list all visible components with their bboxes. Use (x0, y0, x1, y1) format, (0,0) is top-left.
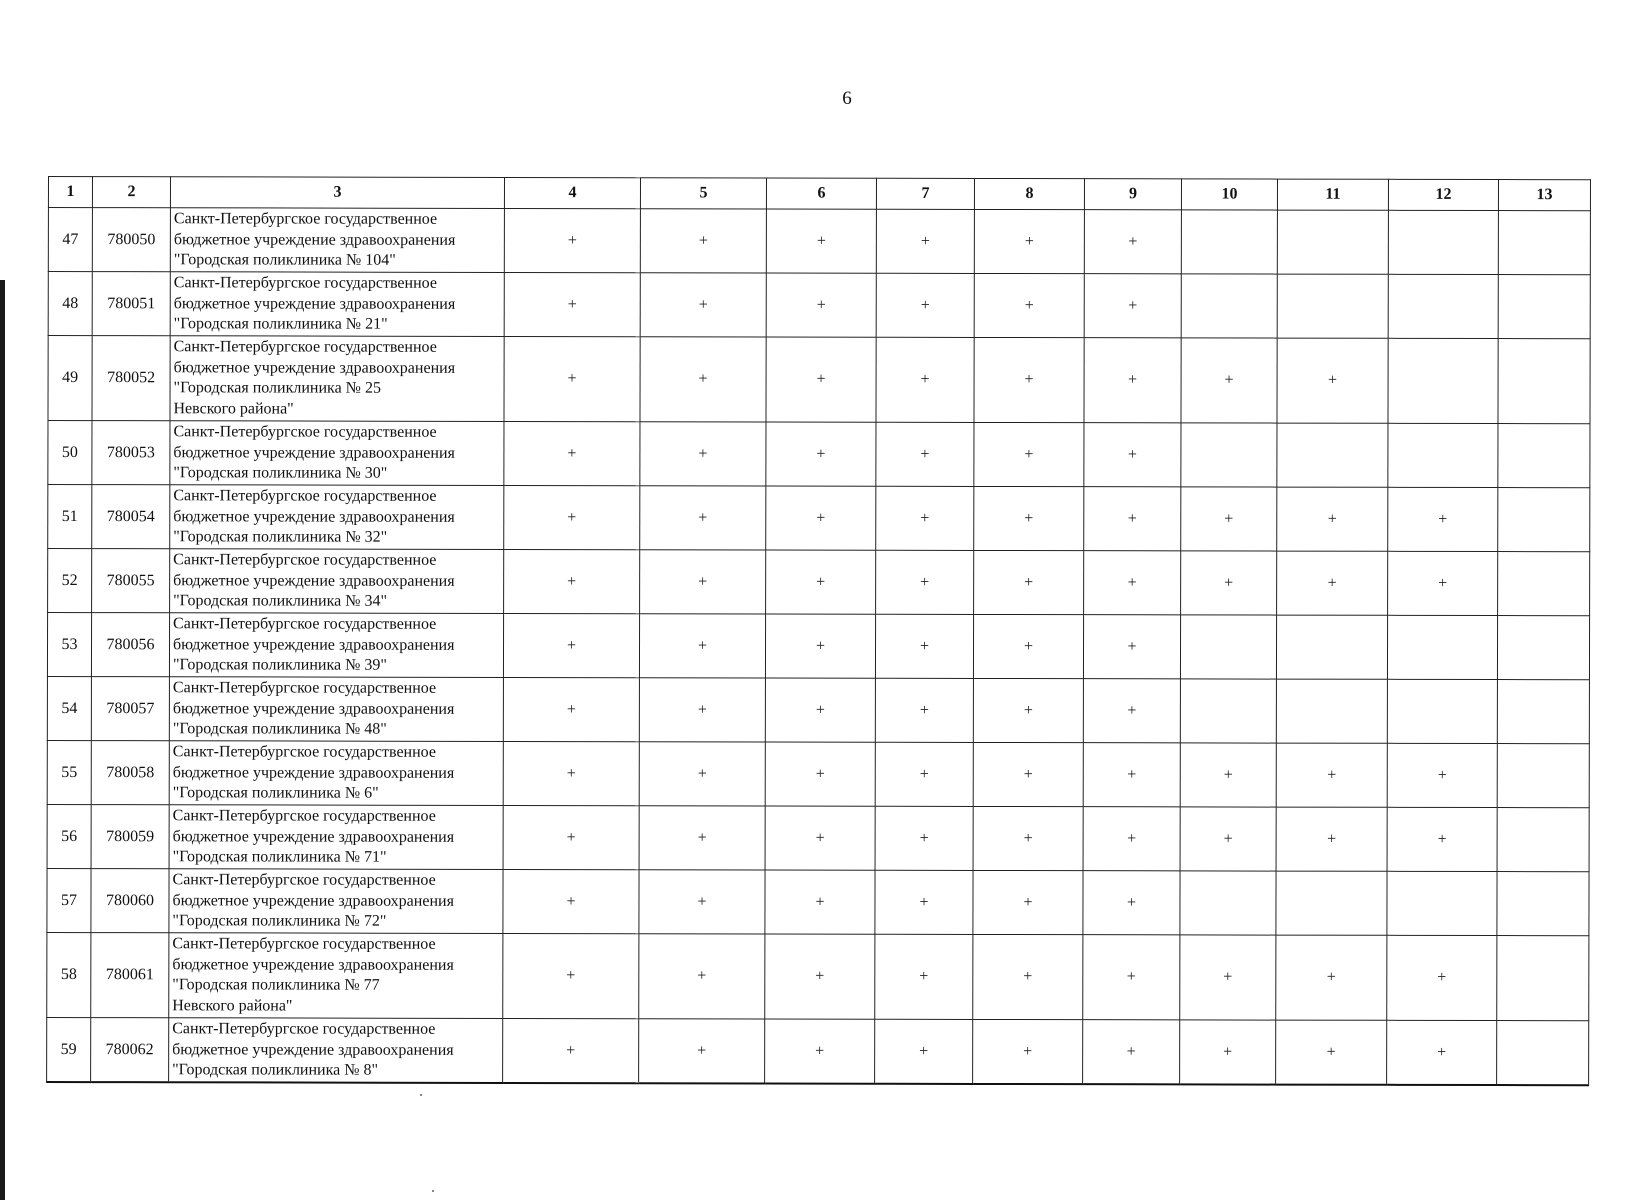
mark-cell-col-5: + (639, 806, 765, 870)
mark-cell-col-8: + (973, 1019, 1083, 1084)
organization-name-line: бюджетное учреждение здравоохранения (172, 763, 455, 782)
table-row (47, 676, 1589, 743)
mark-cell-col-7: + (876, 273, 974, 337)
column-header-1: 1 (48, 177, 92, 208)
organization-name-line: Невского района" (173, 399, 294, 418)
row-number: 47 (48, 208, 92, 272)
mark-cell-col-5: + (640, 273, 766, 337)
mark-cell-col-11: + (1276, 1020, 1387, 1085)
column-header-11: 11 (1277, 179, 1388, 210)
mark-cell-col-6: + (765, 934, 875, 1019)
table-row (48, 272, 1590, 339)
mark-cell-col-8: + (973, 678, 1083, 742)
mark-cell-col-11: + (1276, 743, 1387, 807)
mark-cell-col-8: + (973, 806, 1083, 870)
column-header-2: 2 (92, 177, 170, 208)
registry-code: 780053 (92, 421, 170, 485)
organization-name-line: бюджетное учреждение здравоохранения (173, 294, 456, 313)
mark-cell-col-5: + (640, 486, 766, 550)
mark-cell-col-13 (1497, 1021, 1589, 1086)
organization-name (170, 336, 504, 422)
mark-cell-col-13 (1497, 936, 1589, 1021)
organization-name-line: Санкт-Петербургское государственное (173, 615, 437, 633)
column-header-12: 12 (1388, 179, 1498, 210)
mark-cell-col-13 (1498, 211, 1590, 275)
row-number: 53 (47, 613, 91, 677)
mark-cell-col-5: + (639, 678, 765, 742)
mark-cell-col-7: + (875, 934, 973, 1019)
organization-name-line: "Городская поликлиника № 25 (173, 379, 381, 397)
registry-code: 780058 (91, 741, 169, 805)
organization-name-line: бюджетное учреждение здравоохранения (172, 1040, 454, 1059)
mark-cell-col-7: + (876, 337, 974, 422)
organization-name-line: бюджетное учреждение здравоохранения (173, 635, 455, 654)
mark-cell-col-6: + (765, 614, 875, 678)
mark-cell-col-10 (1181, 423, 1277, 487)
mark-cell-col-5: + (640, 209, 766, 273)
mark-cell-col-10 (1180, 615, 1276, 679)
mark-cell-col-4: + (504, 485, 640, 549)
mark-cell-col-5: + (639, 614, 765, 678)
mark-cell-col-11: + (1276, 935, 1387, 1020)
mark-cell-col-6: + (765, 870, 875, 934)
organization-name-line: бюджетное учреждение здравоохранения (172, 699, 455, 718)
row-number: 48 (48, 272, 92, 336)
mark-cell-col-4: + (504, 208, 640, 272)
organization-name-line: бюджетное учреждение здравоохранения (172, 955, 454, 974)
row-number: 49 (48, 336, 92, 421)
column-header-13: 13 (1498, 180, 1590, 211)
organization-name-line: Санкт-Петербургское государственное (173, 210, 438, 228)
mark-cell-col-6: + (766, 422, 876, 486)
mark-cell-col-12: + (1387, 807, 1497, 871)
organization-name-line: Санкт-Петербургское государственное (173, 487, 437, 505)
organization-name-line: бюджетное учреждение здравоохранения (173, 443, 455, 462)
mark-cell-col-9: + (1084, 551, 1181, 615)
mark-cell-col-6: + (765, 1019, 875, 1084)
mark-cell-col-10: + (1180, 1020, 1276, 1085)
mark-cell-col-10: + (1180, 807, 1276, 871)
organization-name (169, 613, 503, 678)
mark-cell-col-8: + (973, 934, 1083, 1019)
organization-name (170, 485, 504, 550)
mark-cell-col-10: + (1181, 551, 1277, 615)
mark-cell-col-13 (1497, 808, 1589, 872)
mark-cell-col-12: + (1387, 743, 1497, 807)
mark-cell-col-11 (1277, 210, 1388, 274)
row-number: 59 (47, 1017, 91, 1082)
column-header-3: 3 (170, 177, 504, 209)
organization-name-line: Санкт-Петербургское государственное (172, 679, 437, 697)
mark-cell-col-6: + (766, 337, 876, 422)
row-number: 55 (47, 740, 91, 804)
column-header-9: 9 (1084, 179, 1181, 210)
mark-cell-col-9: + (1083, 935, 1180, 1020)
mark-cell-col-12 (1388, 423, 1498, 487)
scan-edge-shadow (0, 280, 5, 1200)
mark-cell-col-7: + (875, 1019, 973, 1084)
organization-name-line: "Городская поликлиника № 34" (173, 592, 388, 610)
mark-cell-col-6: + (766, 273, 876, 337)
mark-cell-col-9: + (1083, 1020, 1180, 1085)
mark-cell-col-7: + (875, 614, 973, 678)
mark-cell-col-12: + (1387, 1020, 1497, 1085)
row-number: 50 (48, 421, 92, 485)
mark-cell-col-6: + (766, 486, 876, 550)
mark-cell-col-12: + (1387, 935, 1497, 1020)
mark-cell-col-8: + (974, 209, 1084, 273)
organization-name-line: "Городская поликлиника № 21" (173, 315, 388, 333)
organization-name (169, 1018, 503, 1083)
mark-cell-col-9: + (1083, 807, 1180, 871)
mark-cell-col-11: + (1277, 338, 1388, 423)
organization-name-line: "Городская поликлиника № 104" (173, 251, 396, 269)
mark-cell-col-4: + (504, 549, 640, 613)
mark-cell-col-7: + (876, 209, 974, 273)
registry-code: 780052 (92, 336, 170, 421)
table-row (47, 740, 1589, 807)
mark-cell-col-13 (1497, 616, 1589, 680)
table-row (47, 804, 1589, 871)
mark-cell-col-4: + (503, 677, 639, 741)
mark-cell-col-7: + (875, 806, 973, 870)
column-header-8: 8 (974, 178, 1084, 209)
mark-cell-col-5: + (640, 337, 766, 422)
organization-name-line: бюджетное учреждение здравоохранения (173, 571, 455, 590)
table-row (48, 336, 1590, 424)
mark-cell-col-13 (1498, 488, 1590, 552)
mark-cell-col-13 (1498, 552, 1590, 616)
mark-cell-col-8: + (974, 422, 1084, 486)
organization-name-line: бюджетное учреждение здравоохранения (172, 827, 455, 846)
registry-code: 780060 (91, 869, 169, 933)
column-header-7: 7 (876, 178, 974, 209)
registry-code: 780059 (91, 805, 169, 869)
mark-cell-col-4: + (503, 933, 639, 1018)
mark-cell-col-6: + (765, 678, 875, 742)
table-row (48, 421, 1590, 488)
registry-code: 780061 (91, 933, 169, 1018)
mark-cell-col-8: + (973, 870, 1083, 934)
row-number: 56 (47, 804, 91, 868)
organization-name (170, 272, 504, 337)
mark-cell-col-9: + (1083, 871, 1180, 935)
row-number: 54 (47, 676, 91, 740)
mark-cell-col-4: + (503, 1018, 639, 1083)
mark-cell-col-8: + (974, 273, 1084, 337)
mark-cell-col-4: + (503, 613, 639, 677)
mark-cell-col-4: + (504, 272, 640, 336)
mark-cell-col-9: + (1083, 679, 1180, 743)
mark-cell-col-7: + (876, 422, 974, 486)
organization-name (169, 677, 503, 742)
table-row (48, 549, 1590, 616)
mark-cell-col-12 (1388, 338, 1498, 423)
mark-cell-col-8: + (973, 614, 1083, 678)
mark-cell-col-9: + (1084, 210, 1181, 274)
mark-cell-col-9: + (1084, 274, 1181, 338)
mark-cell-col-8: + (974, 337, 1084, 422)
mark-cell-col-12: + (1388, 551, 1498, 615)
mark-cell-col-10 (1181, 274, 1277, 338)
table-row (47, 868, 1589, 935)
organization-name (170, 549, 504, 614)
organization-name-line: "Городская поликлиника № 6" (172, 784, 379, 802)
mark-cell-col-11: + (1276, 807, 1387, 871)
organization-name (170, 421, 504, 486)
column-header-6: 6 (766, 178, 876, 209)
mark-cell-col-9: + (1084, 487, 1181, 551)
mark-cell-col-7: + (876, 550, 974, 614)
organization-name-line: Санкт-Петербургское государственное (172, 1020, 436, 1038)
table-row (48, 208, 1590, 275)
mark-cell-col-11: + (1277, 551, 1388, 615)
organization-name-line: Санкт-Петербургское государственное (173, 338, 437, 356)
organization-name-line: "Городская поликлиника № 72" (172, 912, 387, 930)
mark-cell-col-13 (1498, 424, 1590, 488)
mark-cell-col-6: + (765, 806, 875, 870)
mark-cell-col-13 (1497, 744, 1589, 808)
organization-name-line: бюджетное учреждение здравоохранения (173, 507, 455, 526)
row-number: 57 (47, 868, 91, 932)
mark-cell-col-10: + (1181, 487, 1277, 551)
organization-name (169, 869, 503, 934)
registry-code: 780056 (91, 613, 169, 677)
mark-cell-col-12: + (1388, 487, 1498, 551)
registry-code: 780050 (92, 208, 170, 272)
mark-cell-col-5: + (639, 934, 765, 1019)
column-header-5: 5 (640, 178, 766, 209)
page-number: 6 (842, 88, 852, 109)
mark-cell-col-12 (1388, 210, 1498, 274)
mark-cell-col-4: + (504, 421, 640, 485)
mark-cell-col-5: + (639, 1019, 765, 1084)
organization-name (170, 208, 504, 273)
organization-name-line: бюджетное учреждение здравоохранения (173, 230, 456, 249)
column-header-10: 10 (1181, 179, 1277, 210)
mark-cell-col-13 (1497, 680, 1589, 744)
organization-name-line: "Городская поликлиника № 48" (172, 720, 387, 738)
organization-name-line: Санкт-Петербургское государственное (172, 807, 436, 825)
table-row (48, 485, 1590, 552)
mark-cell-col-4: + (503, 869, 639, 933)
mark-cell-col-6: + (766, 209, 876, 273)
mark-cell-col-12 (1387, 615, 1497, 679)
organization-name-line: Санкт-Петербургское государственное (173, 274, 437, 292)
organization-name-line: Санкт-Петербургское государственное (172, 935, 436, 953)
table-row (47, 613, 1589, 680)
mark-cell-col-10: + (1180, 935, 1276, 1020)
mark-cell-col-9: + (1083, 743, 1180, 807)
mark-cell-col-6: + (766, 550, 876, 614)
mark-cell-col-12 (1388, 274, 1498, 338)
mark-cell-col-12 (1387, 871, 1497, 935)
table-row (47, 932, 1589, 1020)
registry-code: 780054 (92, 485, 170, 549)
mark-cell-col-4: + (504, 336, 640, 421)
mark-cell-col-13 (1498, 339, 1590, 424)
header-row (48, 177, 1590, 211)
mark-cell-col-8: + (973, 742, 1083, 806)
organization-name (169, 741, 503, 806)
mark-cell-col-7: + (876, 486, 974, 550)
mark-cell-col-10 (1180, 679, 1276, 743)
mark-cell-col-6: + (765, 742, 875, 806)
organization-name-line: бюджетное учреждение здравоохранения (172, 891, 454, 910)
organization-name-line: бюджетное учреждение здравоохранения (173, 358, 456, 377)
mark-cell-col-9: + (1083, 615, 1180, 679)
organization-name-line: "Городская поликлиника № 30" (173, 464, 388, 482)
mark-cell-col-8: + (974, 550, 1084, 614)
mark-cell-col-9: + (1084, 338, 1181, 423)
mark-cell-col-5: + (639, 870, 765, 934)
organization-name-line: Санкт-Петербургское государственное (172, 871, 436, 889)
mark-cell-col-10 (1180, 871, 1276, 935)
mark-cell-col-5: + (639, 742, 765, 806)
mark-cell-col-11 (1276, 679, 1387, 743)
mark-cell-col-7: + (875, 678, 973, 742)
mark-cell-col-10: + (1181, 338, 1277, 423)
mark-cell-col-11 (1276, 615, 1387, 679)
mark-cell-col-11 (1277, 274, 1388, 338)
row-number: 51 (48, 485, 92, 549)
organization-name (169, 933, 503, 1019)
mark-cell-col-4: + (503, 741, 639, 805)
organization-name-line: Санкт-Петербургское государственное (173, 423, 437, 441)
organization-name-line: "Городская поликлиника № 77 (172, 976, 380, 994)
row-number: 58 (47, 932, 91, 1017)
mark-cell-col-5: + (640, 422, 766, 486)
mark-cell-col-10: + (1180, 743, 1276, 807)
mark-cell-col-11 (1277, 423, 1388, 487)
registry-code: 780062 (91, 1018, 169, 1083)
mark-cell-col-5: + (640, 550, 766, 614)
mark-cell-col-11 (1276, 871, 1387, 935)
mark-cell-col-8: + (974, 486, 1084, 550)
organization-name-line: "Городская поликлиника № 39" (172, 656, 387, 674)
registry-code: 780057 (91, 677, 169, 741)
scan-speck (432, 1190, 434, 1192)
organization-name-line: "Городская поликлиника № 8" (172, 1061, 379, 1079)
organization-name (169, 805, 503, 870)
mark-cell-col-7: + (875, 742, 973, 806)
organization-name-line: Санкт-Петербургское государственное (172, 743, 436, 761)
registry-code: 780051 (92, 272, 170, 336)
mark-cell-col-4: + (503, 805, 639, 869)
mark-cell-col-10 (1181, 210, 1277, 274)
organization-name-line: "Городская поликлиника № 32" (173, 528, 388, 546)
mark-cell-col-13 (1497, 872, 1589, 936)
organization-name-line: Санкт-Петербургское государственное (173, 551, 437, 569)
row-number: 52 (48, 549, 92, 613)
registry-table (46, 176, 1591, 1086)
column-header-4: 4 (504, 177, 640, 208)
scan-speck (420, 1094, 422, 1096)
table-row (47, 1017, 1589, 1085)
registry-code: 780055 (92, 549, 170, 613)
mark-cell-col-12 (1387, 679, 1497, 743)
mark-cell-col-13 (1498, 275, 1590, 339)
organization-name-line: "Городская поликлиника № 71" (172, 848, 387, 866)
mark-cell-col-9: + (1084, 423, 1181, 487)
organization-name-line: Невского района" (172, 996, 293, 1015)
mark-cell-col-7: + (875, 870, 973, 934)
mark-cell-col-11: + (1277, 487, 1388, 551)
table-body (47, 208, 1591, 1086)
